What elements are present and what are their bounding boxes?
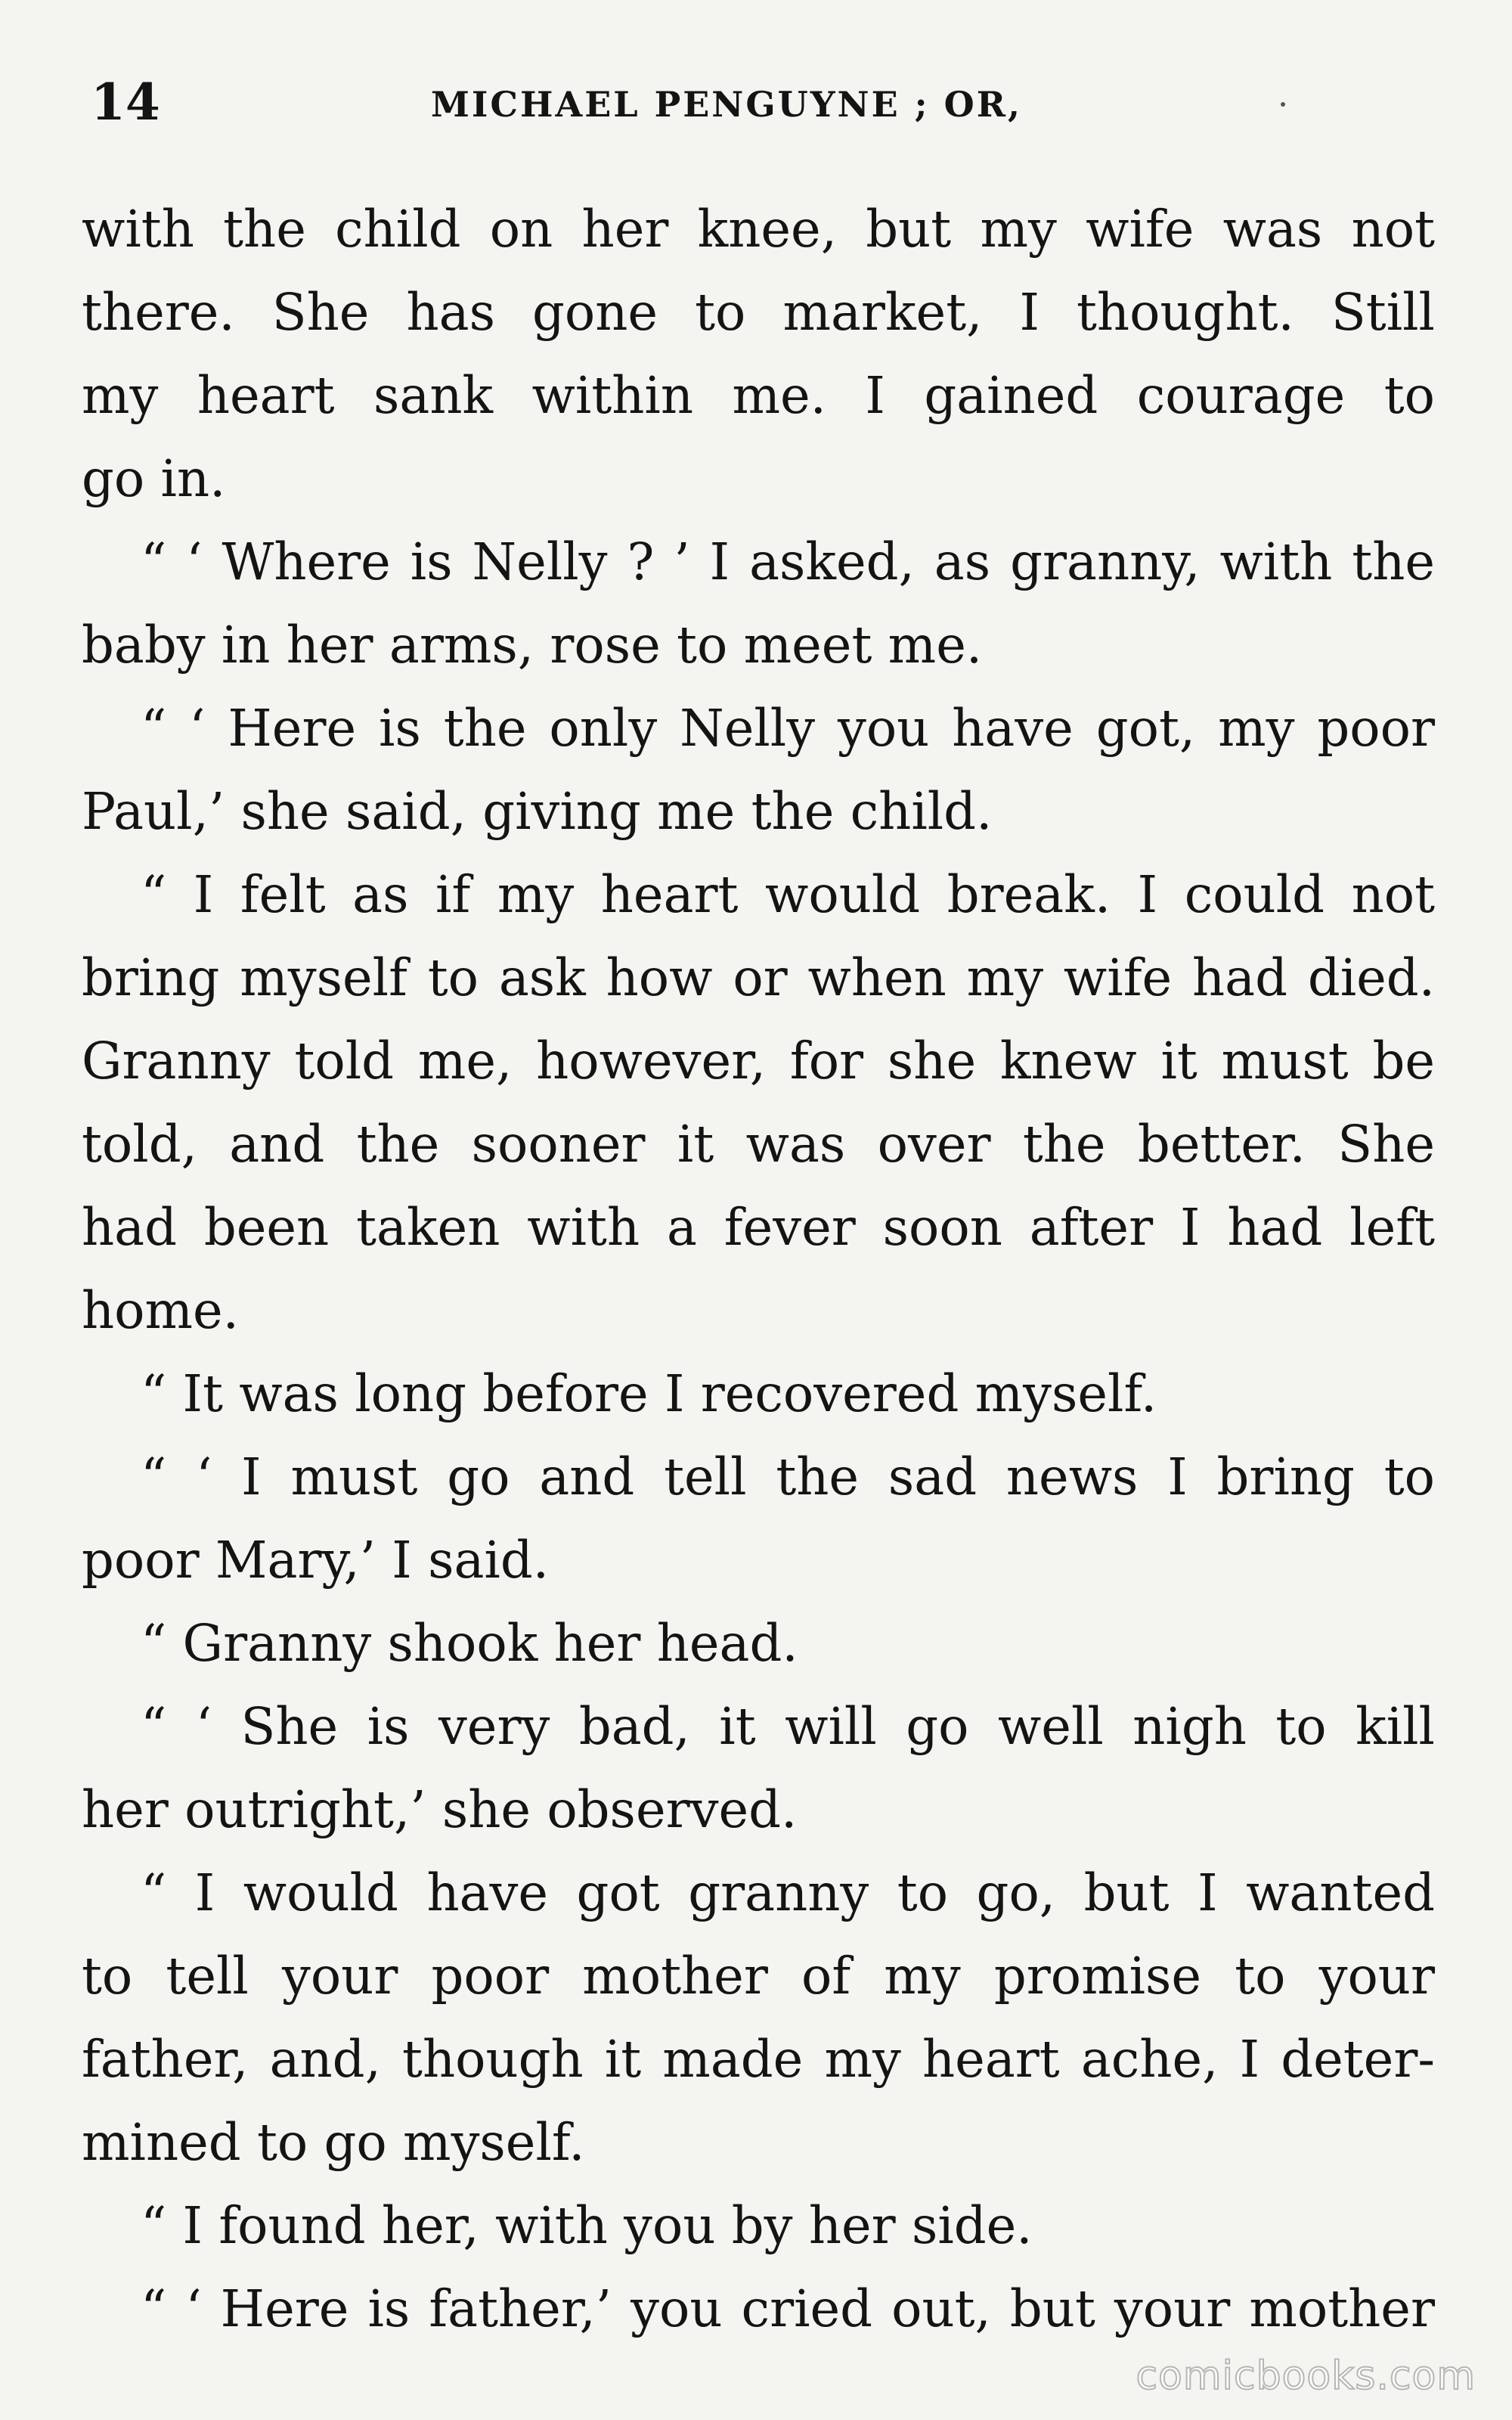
text-line: bring myself to ask how or when my wife had died.: [82, 948, 1435, 1007]
text-line: Granny told me, however, for she knew it must be: [82, 1032, 1435, 1091]
text-line: Paul,’ she said, giving me the child.: [82, 782, 993, 841]
text-line: go in.: [82, 449, 226, 508]
text-line: her outright,’ she observed.: [82, 1780, 798, 1839]
text-line: to tell your poor mother of my promise to your: [82, 1947, 1435, 2006]
text-line: mined to go myself.: [82, 2113, 585, 2172]
body-text: [82, 188, 1435, 2350]
text-line: had been taken with a fever soon after I had left: [82, 1198, 1435, 1257]
text-line: “ ‘ Here is the only Nelly you have got, my poor: [141, 699, 1435, 758]
running-head: MICHAEL PENGUYNE ; OR,: [431, 84, 1022, 125]
text-line: with the child on her knee, but my wife was not: [82, 200, 1435, 259]
text-line: there. She has gone to market, I thought. Still: [82, 283, 1435, 342]
text-line: my heart sank within me. I gained courage to: [82, 366, 1435, 425]
text-line: “ I would have got granny to go, but I wanted: [141, 1863, 1435, 1922]
text-line: told, and the sooner it was over the better. She: [82, 1115, 1435, 1174]
text-line: “ ‘ Where is Nelly ? ’ I asked, as granny, with the: [141, 532, 1435, 591]
text-line: “ I found her, with you by her side.: [141, 2196, 1033, 2255]
text-line: “ Granny shook her head.: [141, 1614, 798, 1673]
print-speck: [1281, 102, 1285, 107]
page-number: 14: [91, 73, 160, 132]
text-line: poor Mary,’ I said.: [82, 1531, 550, 1590]
text-line: baby in her arms, rose to meet me.: [82, 616, 983, 675]
text-line: “ ‘ Here is father,’ you cried out, but your mother: [141, 2279, 1435, 2338]
text-line: “ ‘ I must go and tell the sad news I bring to: [141, 1447, 1435, 1506]
text-line: home.: [82, 1281, 239, 1340]
text-line: “ I felt as if my heart would break. I could not: [141, 865, 1435, 924]
text-line: “ ‘ She is very bad, it will go well nigh to kill: [141, 1697, 1435, 1756]
text-line: “ It was long before I recovered myself.: [141, 1364, 1157, 1423]
page-header: [91, 72, 1421, 132]
watermark: comicbooks.com: [1136, 2353, 1476, 2399]
text-line: father, and, though it made my heart ache, I deter-: [82, 2030, 1435, 2089]
